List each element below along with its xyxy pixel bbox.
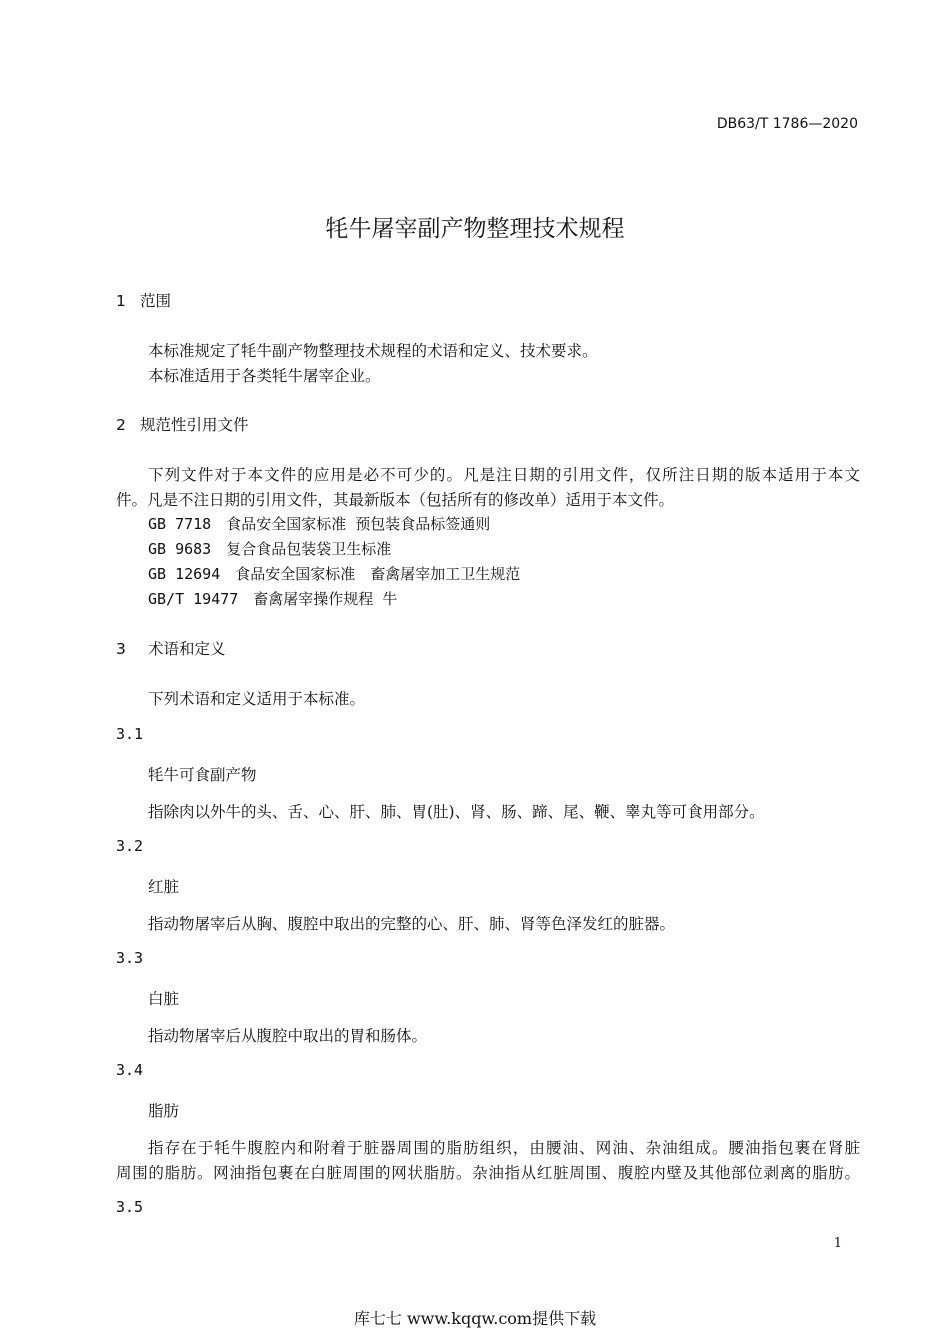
paragraph-line: 下列文件对于本文件的应用是必不可少的。凡是注日期的引用文件，仅所注日期的版本适用于本文 <box>148 466 860 484</box>
section-heading-scope <box>116 289 171 311</box>
document-title: 牦牛屠宰副产物整理技术规程 <box>325 216 625 242</box>
section-number: 3 <box>116 640 126 658</box>
term-definition: 指除肉以外牛的头、舌、心、肝、肺、胃(肚)、肾、肠、蹄、尾、鞭、睾丸等可食用部分。 <box>148 803 765 821</box>
term-definition-line: 周围的脂肪。网油指包裹在白脏周围的网状脂肪。杂油指从红脏周围、腹腔内壁及其他部位剥离的脂肪。 <box>116 1164 860 1182</box>
footer-watermark: 库七七 www.kqqw.com提供下载 <box>353 1309 597 1328</box>
page-number: 1 <box>833 1236 842 1251</box>
term-name: 白脏 <box>148 990 180 1008</box>
term-name: 红脏 <box>148 878 180 896</box>
reference-item: GB 12694 食品安全国家标准 畜禽屠宰加工卫生规范 <box>148 565 521 583</box>
paragraph-line: 件。凡是不注日期的引用文件，其最新版本（包括所有的修改单）适用于本文件。 <box>116 491 675 509</box>
term-number: 3.2 <box>116 837 144 855</box>
section-title: 范围 <box>140 292 172 310</box>
section-title: 术语和定义 <box>148 640 226 658</box>
section-number: 2 <box>116 416 126 434</box>
section-heading-terms <box>116 637 226 659</box>
term-definition-line: 指存在于牦牛腹腔内和附着于脏器周围的脂肪组织，由腰油、网油、杂油组成。腰油指包裹在肾脏 <box>148 1139 860 1157</box>
section-number: 1 <box>116 292 126 310</box>
standard-number: DB63/T 1786—2020 <box>716 116 858 132</box>
reference-item: GB 9683 复合食品包装袋卫生标准 <box>148 540 392 558</box>
paragraph: 本标准适用于各类牦牛屠宰企业。 <box>148 367 381 385</box>
reference-item: GB 7718 食品安全国家标准 预包装食品标签通则 <box>148 515 491 533</box>
section-heading-normative-references <box>116 413 249 435</box>
term-name: 脂肪 <box>148 1102 180 1120</box>
term-definition: 指动物屠宰后从胸、腹腔中取出的完整的心、肝、肺、肾等色泽发红的脏器。 <box>148 915 676 933</box>
term-definition: 指动物屠宰后从腹腔中取出的胃和肠体。 <box>148 1027 428 1045</box>
paragraph: 下列术语和定义适用于本标准。 <box>148 690 366 708</box>
reference-item: GB/T 19477 畜禽屠宰操作规程 牛 <box>148 590 398 608</box>
term-number: 3.3 <box>116 949 144 967</box>
term-number: 3.1 <box>116 725 144 743</box>
term-name: 牦牛可食副产物 <box>148 766 257 784</box>
paragraph: 本标准规定了牦牛副产物整理技术规程的术语和定义、技术要求。 <box>148 342 598 360</box>
section-title: 规范性引用文件 <box>140 416 249 434</box>
term-number: 3.4 <box>116 1061 144 1079</box>
term-number: 3.5 <box>116 1198 144 1216</box>
